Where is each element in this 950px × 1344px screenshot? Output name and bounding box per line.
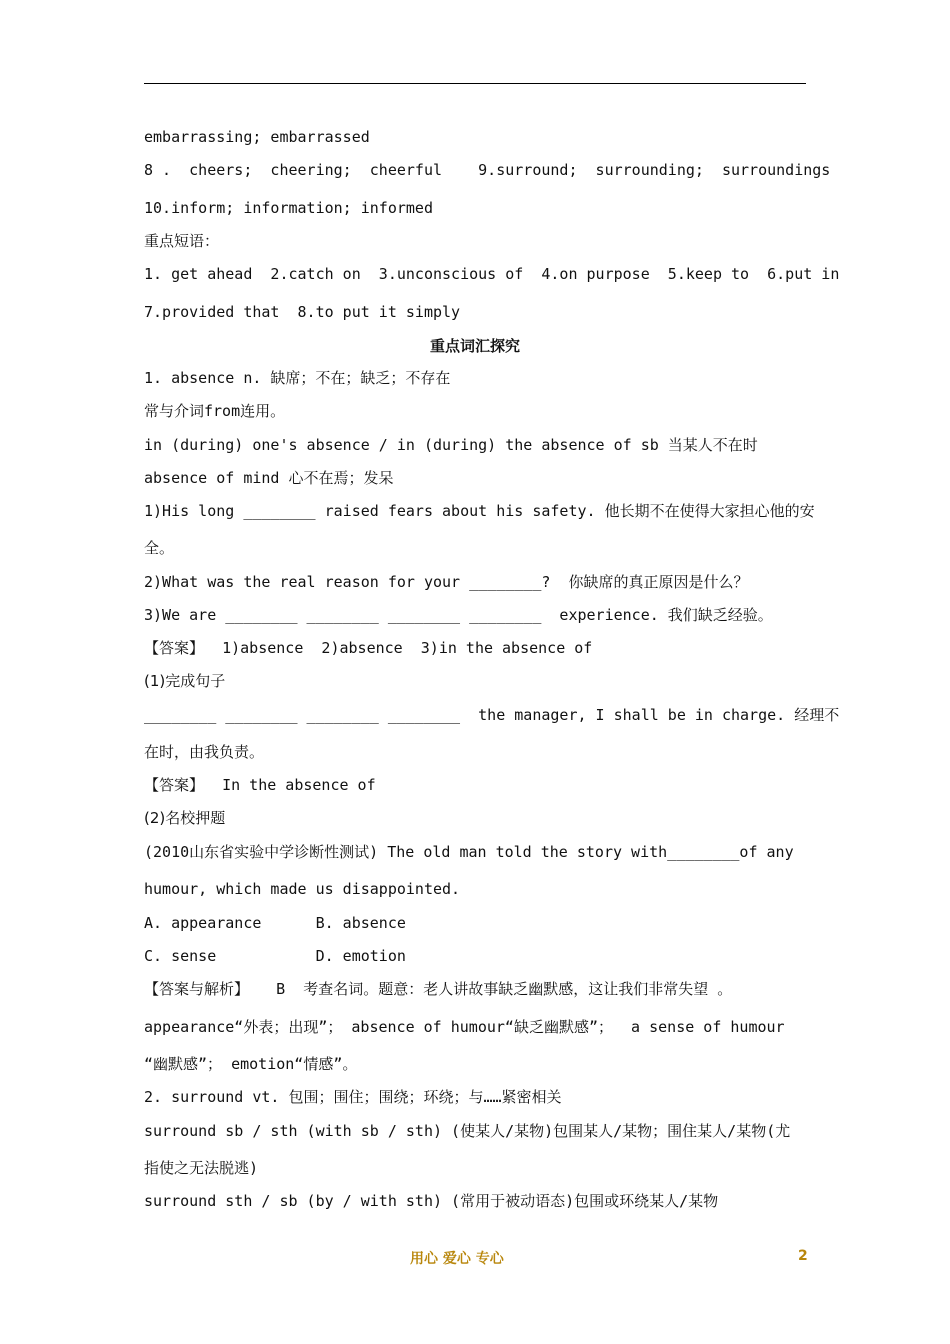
- text-line: humour, which made us disappointed.: [144, 880, 461, 898]
- text-line: 常与介词from连用。: [144, 402, 286, 420]
- text-line: 8 . cheers; cheering; cheerful 9.surround; surrounding; surroundings: [144, 161, 831, 179]
- text-line: 2)What was the real reason for your ________? 你缺席的真正原因是什么？: [144, 573, 749, 591]
- text-line: 1)His long ________ raised fears about his safety. 他长期不在使得大家担心他的安: [144, 502, 815, 520]
- text-line: 1. get ahead 2.catch on 3.unconscious of 4.on purpose 5.keep to 6.put in: [144, 265, 840, 283]
- answer-label: 【答案与解析】: [144, 980, 250, 998]
- option-line: A. appearance B. absence: [144, 914, 406, 932]
- text-line: surround sb / sth (with sb / sth) (使某人/某物)包围某人/某物；围住某人/某物(尤: [144, 1122, 791, 1140]
- answer-label: 【答案】: [144, 639, 205, 657]
- answer-text: 1)absence 2)absence 3)in the absence of: [204, 639, 593, 657]
- answer-text: B 考查名词。题意：老人讲故事缺乏幽默感，这让我们非常失望 。: [249, 980, 733, 998]
- answer-label: 【答案】: [144, 776, 205, 794]
- page-number: 2: [798, 1248, 808, 1264]
- section-title: 重点词汇探究: [429, 337, 520, 355]
- text-line: (2)名校押题: [144, 809, 226, 827]
- text-line: 2. surround vt. 包围；围住；围绕；环绕；与……紧密相关: [144, 1088, 562, 1106]
- text-line: 1. absence n. 缺席；不在；缺乏；不存在: [144, 369, 451, 387]
- text-line: 10.inform; information; informed: [144, 199, 433, 217]
- text-line: absence of mind 心不在焉；发呆: [144, 469, 394, 487]
- answer-line: [144, 979, 732, 999]
- answer-text: In the absence of: [204, 776, 376, 794]
- text-line: (1)完成句子: [144, 672, 226, 690]
- text-line: ________ ________ ________ ________ the manager, I shall be in charge. 经理不: [144, 706, 840, 724]
- text-line: 全。: [144, 539, 175, 557]
- text-line: (2010山东省实验中学诊断性测试) The old man told the story with________of any: [144, 843, 794, 861]
- footer-motto: 用心 爱心 专心: [410, 1251, 504, 1267]
- text-line: “幽默感”； emotion“情感”。: [144, 1055, 358, 1073]
- answer-line: [144, 638, 592, 658]
- text-line: embarrassing; embarrassed: [144, 128, 370, 146]
- option-line: C. sense D. emotion: [144, 947, 406, 965]
- answer-line: [144, 775, 376, 795]
- text-line: appearance“外表；出现”； absence of humour“缺乏幽默感”； a sense of humour: [144, 1018, 785, 1036]
- header-rule: [144, 83, 806, 84]
- text-line: 指使之无法脱逃): [144, 1159, 259, 1177]
- text-line: 7.provided that 8.to put it simply: [144, 303, 461, 321]
- section-label: 重点短语：: [144, 232, 220, 250]
- text-line: 在时，由我负责。: [144, 743, 265, 761]
- text-line: in (during) one's absence / in (during) the absence of sb 当某人不在时: [144, 436, 758, 454]
- text-line: surround sth / sb (by / with sth) (常用于被动语态)包围或环绕某人/某物: [144, 1192, 719, 1210]
- text-line: 3)We are ________ ________ ________ ________ experience. 我们缺乏经验。: [144, 606, 773, 624]
